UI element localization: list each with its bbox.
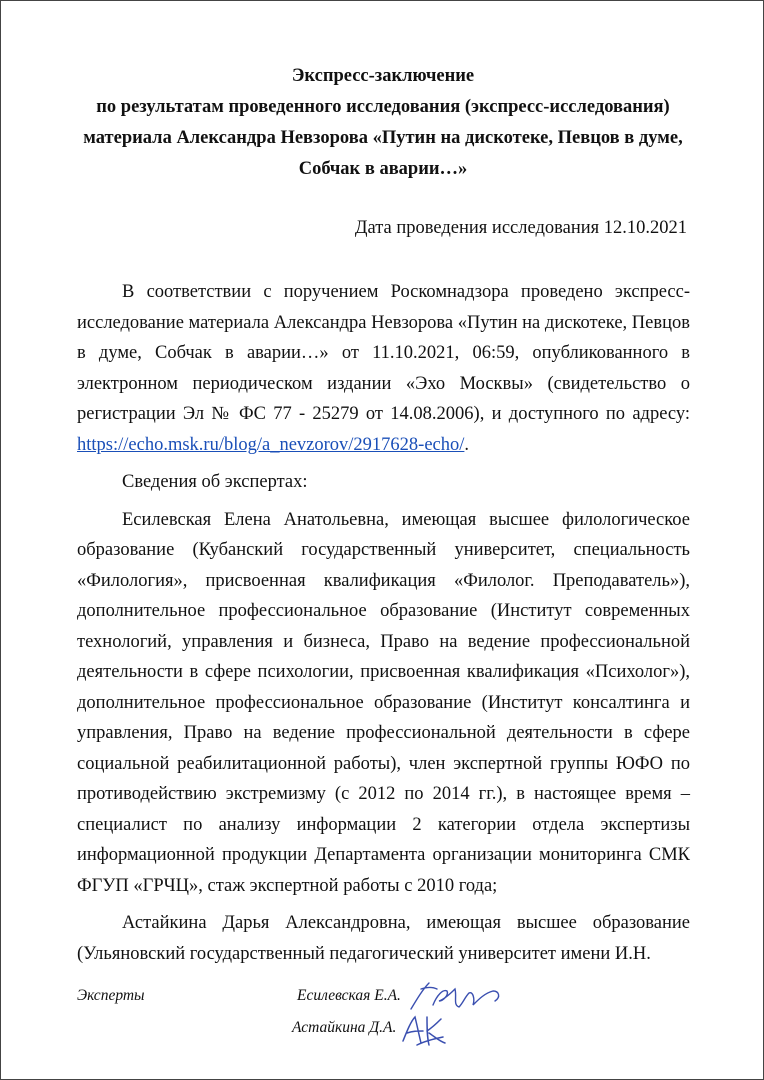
expert-2-paragraph: Астайкина Дарья Александровна, имеющая высшее образование (Ульяновский государственный педагогический университет имени И.Н. [77, 913, 690, 964]
title-line-4: Собчак в аварии…» [298, 159, 468, 179]
source-link[interactable]: https://echo.msk.ru/blog/a_nevzorov/2917628-echo/ [77, 434, 465, 455]
title-line-3: материала Александра Невзорова «Путин на дискотеке, Певцов в думе, [83, 128, 683, 148]
signer-2-name: Астайкина Д.А. [292, 1019, 397, 1036]
title-line-1: Экспресс-заключение [291, 66, 475, 86]
signature-2-icon [397, 1011, 467, 1051]
experts-label: Эксперты [77, 987, 145, 1004]
intro-paragraph [77, 277, 690, 460]
signer-1-name: Есилевская Е.А. [297, 987, 401, 1004]
research-date: Дата проведения исследования 12.10.2021 [354, 218, 687, 238]
signature-footer [1, 979, 764, 1079]
intro-text: В соответствии с поручением Роскомнадзора проведено экспресс-исследование материала Александра Невзорова «Путин на дискотеке, Певцов в думе, Собчак в аварии…» от 11.10.2021, 06:59, опубликованного в электронном периодическом издании «Эхо Москвы» (свидетельство о регистрации Эл № ФС 77 - 25279 от 14.08.2006), и доступного по адресу: [77, 282, 690, 424]
title-line-2: по результатам проведенного исследования (экспресс-исследования) [96, 97, 670, 117]
intro-end: . [464, 434, 470, 455]
document-body [77, 277, 690, 969]
document-title [1, 61, 764, 185]
experts-heading: Сведения об экспертах: [122, 472, 308, 492]
expert-1-paragraph: Есилевская Елена Анатольевна, имеющая высшее филологическое образование (Кубанский государственный университет, специальность «Филология», присвоенная квалификация «Филолог. Преподаватель»), дополнительное профессиональное образование (Институт современных технологий, управления и бизнеса, Право на ведение профессиональной деятельности в сфере психологии, присвоенная квалификация «Психолог»), дополнительное профессиональное образование (Институт консалтинга и управления, Право на ведение профессиональной деятельности в сфере социальной реабилитационной работы), член экспертной группы ЮФО по противодействию экстремизму (с 2012 по 2014 гг.), в настоящее время – специалист по анализу информации 2 категории отдела экспертизы информационной продукции Департамента организации мониторинга СМК ФГУП «ГРЧЦ», стаж экспертной работы с 2010 года; [77, 509, 690, 896]
